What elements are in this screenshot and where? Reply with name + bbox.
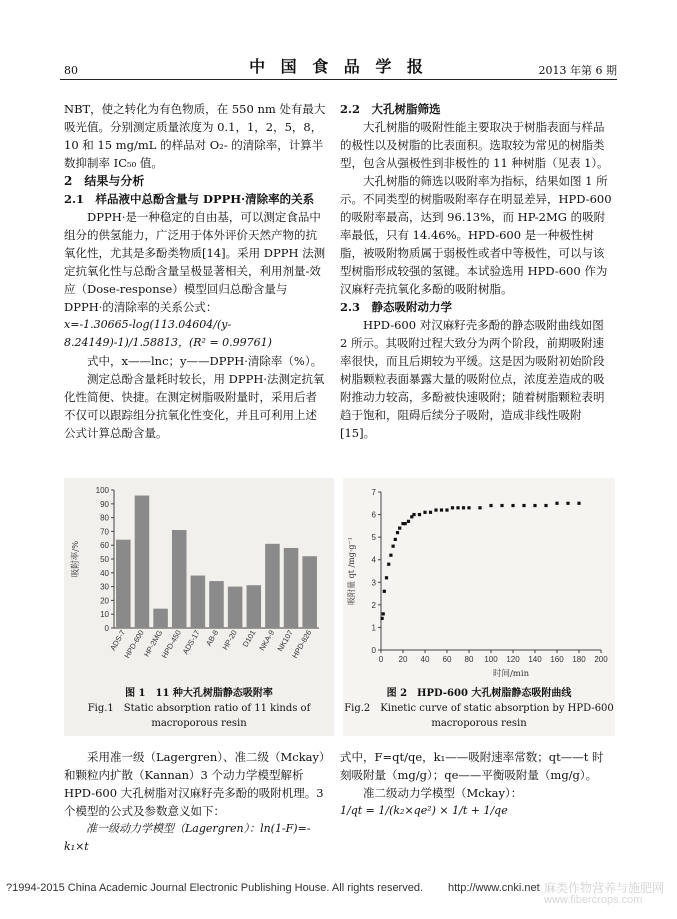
- y-tick-label: 90: [100, 499, 109, 509]
- data-point: [489, 504, 492, 507]
- x-tick-label: HP-20: [220, 628, 239, 652]
- x-tick-label: 0: [378, 655, 384, 664]
- x-tick-label: NK107: [275, 628, 295, 653]
- data-point: [462, 506, 465, 509]
- data-point: [555, 502, 558, 505]
- y-tick-label: 1: [371, 623, 376, 633]
- data-point: [577, 502, 580, 505]
- subsection-heading: 2.1 样品液中总酚含量与 DPPH·清除率的关系: [64, 192, 315, 206]
- data-point: [451, 506, 454, 509]
- x-tick-label: HP-2MG: [141, 628, 165, 659]
- bar-hpd-450: [172, 530, 187, 628]
- subsection-heading: 2.3 静态吸附动力学: [340, 300, 453, 314]
- x-tick-label: 140: [528, 655, 542, 664]
- caption-cn: 图 1 11 种大孔树脂静态吸附率: [125, 688, 273, 699]
- paragraph: 测定总酚含量耗时较长，用 DPPH·法测定抗氧化性简便、快捷。在测定树脂吸附量时，采用后者不仅可以跟踪组分抗氧化性变化，并且可利用上述公式计算总酚含量。: [64, 372, 325, 440]
- data-point: [566, 502, 569, 505]
- data-point: [382, 612, 385, 615]
- bar-d101: [247, 585, 262, 628]
- model-formula: 准一级动力学模型（Lagergren）：ln(1-F)=-k₁×t: [64, 822, 311, 853]
- data-point: [418, 513, 421, 516]
- copyright-notice: ?1994-2015 China Academic Journal Electronic Publishing House. All rights reserved.: [6, 882, 424, 894]
- data-point: [389, 554, 392, 557]
- data-point: [404, 522, 407, 525]
- y-tick-label: 60: [100, 541, 109, 551]
- bottom-left-column: [64, 748, 326, 856]
- subsection-heading: 2.2 大孔树脂筛选: [340, 102, 441, 116]
- x-tick-label: HPD-600: [122, 628, 146, 660]
- x-tick-label: HPD-826: [290, 628, 314, 660]
- data-point: [522, 504, 525, 507]
- data-point: [383, 590, 386, 593]
- left-column: [64, 100, 326, 442]
- y-tick-label: 50: [100, 555, 109, 564]
- paragraph: 大孔树脂的吸附性能主要取决于树脂表面与样品的极性以及树脂的比表面积。选取较为常见的树脂类型，包含从强极性到非极性的 11 种树脂（见表 1）。: [340, 120, 609, 170]
- y-axis-label: 吸附率/%: [71, 540, 81, 578]
- paragraph: DPPH·是一种稳定的自由基，可以测定食品中组分的供氢能力，广泛用于体外评价天然产物的抗氧化性，尤其是多酚类物质[14]。采用 DPPH 法测定抗氧化性与总酚含量呈极显著相关，利用剂量-效应（Dose-response）模型回归总酚含量与 DPPH·的清除率的关系公式：: [64, 210, 326, 314]
- data-point: [500, 504, 503, 507]
- bar-hp-20: [228, 587, 243, 628]
- caption-en: Fig.1 Static absorption ratio of 11 kinds of macroporous resin: [87, 703, 311, 729]
- data-point: [407, 520, 410, 523]
- bar-ab-8: [209, 581, 224, 628]
- data-point: [385, 576, 388, 579]
- x-tick-label: ADS-7: [108, 628, 128, 653]
- data-point: [511, 504, 514, 507]
- x-tick-label: 160: [550, 655, 564, 664]
- y-tick-label: 5: [371, 533, 376, 543]
- bar-ads-17: [191, 576, 206, 628]
- journal-title: 中 国 食 品 学 报: [249, 57, 428, 76]
- x-axis-label: 时间/min: [492, 669, 530, 679]
- x-tick-label: 80: [464, 655, 474, 664]
- y-tick-label: 100: [95, 486, 109, 495]
- watermark-text: 麻类作物营养与施肥网: [544, 881, 665, 895]
- paragraph: HPD-600 对汉麻籽壳多酚的静态吸附曲线如图 2 所示。其吸附过程大致分为两个阶段，前期吸附速率很快，而且后期较为平缓。这是因为吸附初始阶段树脂颗粒表面暴露大量的吸附位点，浓度差造成的吸附推动力较高，多酚被快速吸附；随着树脂颗粒表明趋于饱和，阻碍后续分子吸附，造成非线性吸附[15]。: [340, 318, 605, 440]
- x-tick-label: 40: [420, 655, 430, 664]
- data-point: [434, 508, 437, 511]
- y-tick-label: 40: [100, 568, 109, 578]
- x-tick-label: AB-8: [204, 628, 221, 648]
- bar-hp-2mg: [153, 609, 168, 628]
- data-point: [412, 513, 415, 516]
- y-tick-label: 0: [104, 624, 109, 633]
- data-point: [533, 504, 536, 507]
- bar-hpd-600: [135, 496, 150, 628]
- bar-ads-7: [116, 540, 131, 628]
- bottom-right-column: [340, 748, 612, 820]
- y-tick-label: 2: [371, 600, 376, 610]
- section-heading: 2 结果与分析: [64, 174, 145, 188]
- y-tick-label: 70: [100, 527, 109, 537]
- data-point: [392, 545, 395, 548]
- y-tick-label: 6: [371, 510, 376, 520]
- data-point: [467, 506, 470, 509]
- y-tick-label: 80: [100, 513, 109, 523]
- bar-chart: [64, 478, 334, 683]
- x-tick-label: 200: [594, 655, 608, 664]
- data-point: [440, 508, 443, 511]
- data-point: [478, 506, 481, 509]
- bar-hpd-826: [302, 556, 317, 628]
- y-tick-label: 0: [371, 646, 376, 655]
- x-tick-label: 60: [442, 655, 452, 664]
- x-tick-label: 120: [506, 655, 520, 664]
- x-tick-label: 100: [484, 655, 498, 664]
- cnki-link[interactable]: http://www.cnki.net: [448, 882, 540, 894]
- page-header: [0, 0, 677, 85]
- data-point: [544, 504, 547, 507]
- figure-2-caption: [343, 686, 615, 731]
- paragraph: 式中，F=qt/qe，k₁——吸附速率常数；qt——t 时刻吸附量（mg/g）；qe——平衡吸附量（mg/g）。: [340, 750, 604, 782]
- bar-nka-9: [265, 544, 280, 628]
- data-point: [398, 527, 401, 530]
- x-tick-label: HPD-450: [159, 628, 183, 660]
- scatter-chart: [343, 478, 615, 683]
- x-tick-label: NKA-9: [257, 628, 277, 653]
- data-point: [423, 511, 426, 514]
- paragraph: NBT，使之转化为有色物质，在 550 nm 处有最大吸光值。分别测定质量浓度为 0.1，1，2，5，8，10 和 15 mg/mL 的样品对 O₂- 的清除率，计算半数抑制率 IC₅₀ 值。: [64, 102, 326, 170]
- x-tick-label: D101: [240, 628, 258, 649]
- data-point: [396, 531, 399, 534]
- caption-cn: 图 2 HPD-600 大孔树脂静态吸附曲线: [386, 688, 572, 699]
- x-tick-label: 180: [572, 655, 586, 664]
- header-rule: [60, 79, 617, 80]
- data-point: [456, 506, 459, 509]
- caption-en: Fig.2 Kinetic curve of static absorption by HPD-600 macroporous resin: [344, 703, 614, 729]
- y-tick-label: 20: [100, 596, 109, 606]
- y-tick-label: 7: [371, 488, 376, 497]
- watermark-url: www.fibercrops.com: [544, 894, 643, 906]
- data-point: [387, 563, 390, 566]
- right-column: [340, 100, 612, 442]
- data-point: [429, 511, 432, 514]
- paragraph: 大孔树脂的筛选以吸附率为指标，结果如图 1 所示。不同类型的树脂吸附率存在明显差异，HPD-600 的吸附率最高，达到 96.13%，而 HP-2MG 的吸附率最低，只有 14.46%。HPD-600 是一种极性树脂，被吸附物质属于弱极性或者中等极性，可以与该型树脂形成较强的氢键。本试验选用 HPD-600 作为汉麻籽壳抗氧化多酚的吸附树脂。: [340, 174, 612, 296]
- bar-nk107: [284, 548, 299, 628]
- y-axis-label: 吸附量 qt /mg·g⁻¹: [347, 537, 356, 605]
- paragraph: 准二级动力学模型（Mckay）：: [363, 786, 523, 800]
- x-tick-label: ADS-17: [180, 628, 202, 656]
- paragraph: 式中，x——lnc；y——DPPH·清除率（%）。: [87, 354, 323, 368]
- y-tick-label: 3: [371, 578, 376, 588]
- data-point: [394, 538, 397, 541]
- figure-1-caption: [64, 686, 334, 731]
- model-formula: 1/qt = 1/(k₂×qe²) × 1/t + 1/qe: [340, 804, 508, 817]
- paragraph: 采用准一级（Lagergren）、准二级（Mckay）和颗粒内扩散（Kannan）3 个动力学模型解析 HPD-600 大孔树脂对汉麻籽壳多酚的吸附机理。3 个模型的公式及参数意义如下：: [64, 750, 325, 818]
- x-tick-label: 20: [398, 655, 408, 664]
- page-number: 80: [64, 64, 78, 77]
- issue-label: 2013 年第 6 期: [538, 64, 617, 77]
- regression-formula: x=-1.30665-log(113.04604/(y-8.24149)-1)/1.58813，(R² = 0.99761): [64, 318, 272, 349]
- data-point: [445, 508, 448, 511]
- data-point: [381, 617, 384, 620]
- y-tick-label: 30: [100, 582, 109, 592]
- y-tick-label: 4: [371, 555, 376, 565]
- y-tick-label: 10: [100, 610, 109, 620]
